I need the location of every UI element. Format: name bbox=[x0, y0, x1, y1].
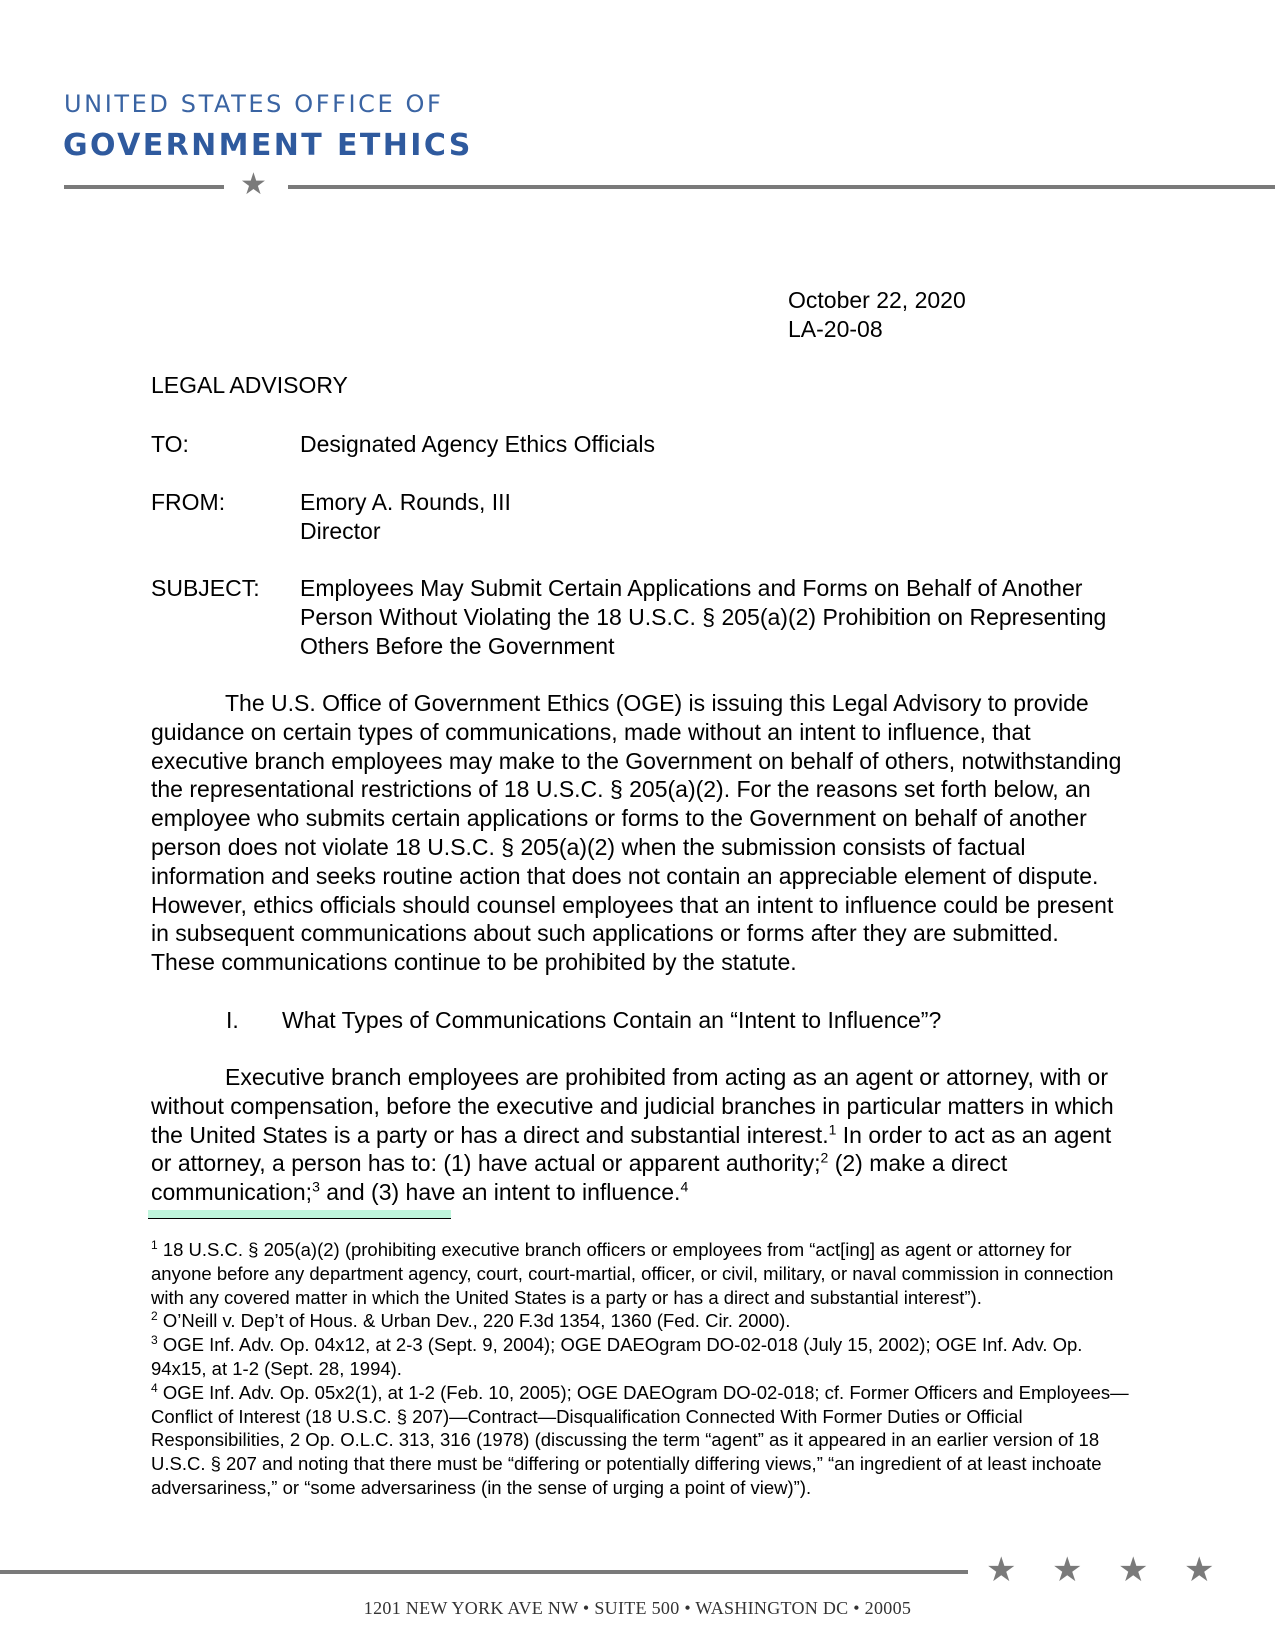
footnote-ref-1[interactable]: 1 bbox=[828, 1120, 837, 1137]
section-number: I. bbox=[226, 1007, 239, 1033]
document-date: October 22, 2020 bbox=[788, 287, 966, 313]
footnote-number: 3 bbox=[151, 1333, 158, 1348]
from-label: FROM: bbox=[151, 489, 226, 515]
para2-text-3: (2) make a direct communication; bbox=[151, 1150, 1008, 1206]
footer-rule bbox=[0, 1570, 968, 1574]
header-star-icon: ★ bbox=[240, 168, 267, 201]
footnote-4 bbox=[151, 1381, 1131, 1500]
footer-star-icon: ★ bbox=[986, 1551, 1017, 1589]
footnote-text: OGE Inf. Adv. Op. 05x2(1), at 1-2 (Feb. 10, 2005); OGE DAEOgram DO-02-018; cf. Former Officers and Employees—Conflict of Interest (18 U.S.C. § 207)—Contract—Disqualification Connected With Former Duties or Official Responsibilities, 2 Op. O.L.C. 313, 316 (1978) (discussing the term “agent” as it appeared in an earlier version of 18 U.S.C. § 207 and noting that there must be “differing or potentially differing views,” “an ingredient of at least inchoate adversariness,” or “some adversariness (in the sense of urging a point of view)”). bbox=[151, 1381, 1129, 1498]
footnote-number: 2 bbox=[151, 1309, 158, 1324]
body-paragraph-2 bbox=[151, 1063, 1126, 1207]
memo-from-row bbox=[151, 488, 1120, 546]
intro-paragraph-text: The U.S. Office of Government Ethics (OGE) is issuing this Legal Advisory to provide guidance on certain types of communications, made without an intent to influence, that executive branch employees may make to the Government on behalf of others, notwithstanding the representational restrictions of 18 U.S.C. § 205(a)(2). For the reasons set forth below, an employee who submits certain applications or forms to the Government on behalf of another person does not violate 18 U.S.C. § 205(a)(2) when the submission consists of factual information and seeks routine action that does not contain an appreciable element of dispute. However, ethics officials should counsel employees that an intent to influence could be present in subsequent communications about such applications or forms after they are submitted. These communications continue to be prohibited by the statute. bbox=[151, 690, 1122, 976]
to-value: Designated Agency Ethics Officials bbox=[300, 431, 655, 457]
footnote-3 bbox=[151, 1333, 1131, 1381]
from-name: Emory A. Rounds, III bbox=[300, 489, 511, 515]
header-rule-right bbox=[288, 185, 1275, 189]
intro-paragraph bbox=[151, 689, 1126, 977]
footnote-number: 1 bbox=[151, 1237, 158, 1252]
footnote-1 bbox=[151, 1238, 1131, 1309]
header-rule-left bbox=[64, 185, 224, 189]
memo-to-row bbox=[151, 430, 1120, 459]
footer-address: 1201 NEW YORK AVE NW • SUITE 500 • WASHINGTON DC • 20005 bbox=[363, 1598, 912, 1618]
date-block bbox=[788, 286, 966, 344]
logo-line-1: UNITED STATES OFFICE OF bbox=[64, 90, 444, 118]
document-type: LEGAL ADVISORY bbox=[151, 372, 348, 398]
logo-line-2: GOVERNMENT ETHICS bbox=[63, 128, 473, 163]
footnote-number: 4 bbox=[151, 1380, 158, 1395]
section-title: What Types of Communications Contain an “Intent to Influence”? bbox=[282, 1007, 942, 1033]
para2-text-2: In order to act as an agent or attorney, a person has to: (1) have actual or apparent authority; bbox=[151, 1121, 1112, 1177]
footnote-2 bbox=[151, 1309, 1131, 1333]
footer-star-icon: ★ bbox=[1052, 1551, 1083, 1589]
footnotes bbox=[151, 1238, 1131, 1500]
subject-label: SUBJECT: bbox=[151, 575, 260, 601]
footer-star-icon: ★ bbox=[1118, 1551, 1149, 1589]
footnote-ref-3[interactable]: 3 bbox=[312, 1178, 320, 1195]
footnote-separator bbox=[148, 1210, 451, 1219]
from-title: Director bbox=[300, 518, 381, 544]
footnote-text: O’Neill v. Dep’t of Hous. & Urban Dev., 220 F.3d 1354, 1360 (Fed. Cir. 2000). bbox=[157, 1310, 791, 1332]
footnote-ref-2[interactable]: 2 bbox=[820, 1149, 829, 1166]
para2-text-1: Executive branch employees are prohibited from acting as an agent or attorney, with or without compensation, before the executive and judicial branches in particular matters in which the United States is a party or has a direct and substantial interest. bbox=[151, 1064, 1114, 1148]
subject-value: Employees May Submit Certain Applications and Forms on Behalf of Another Person Without Violating the 18 U.S.C. § 205(a)(2) Prohibition on Representing Others Before the Government bbox=[300, 575, 1107, 659]
footnote-text: 18 U.S.C. § 205(a)(2) (prohibiting executive branch officers or employees from “act[ing] as agent or attorney for anyone before any department agency, court, court-martial, officer, or civil, military, or naval commission in connection with any covered matter in which the United States is a party or has a direct and substantial interest”). bbox=[151, 1239, 1114, 1308]
footnote-ref-4[interactable]: 4 bbox=[680, 1178, 689, 1195]
para2-text-4: and (3) have an intent to influence. bbox=[319, 1179, 681, 1206]
footnote-text: OGE Inf. Adv. Op. 04x12, at 2-3 (Sept. 9, 2004); OGE DAEOgram DO-02-018 (July 15, 2002); OGE Inf. Adv. Op. 94x15, at 1-2 (Sept. 28, 1994). bbox=[151, 1334, 1083, 1379]
to-label: TO: bbox=[151, 431, 189, 457]
document-number: LA-20-08 bbox=[788, 316, 883, 342]
footer-star-icon: ★ bbox=[1184, 1551, 1215, 1589]
section-heading bbox=[226, 1007, 941, 1034]
memo-subject-row bbox=[151, 574, 1120, 661]
